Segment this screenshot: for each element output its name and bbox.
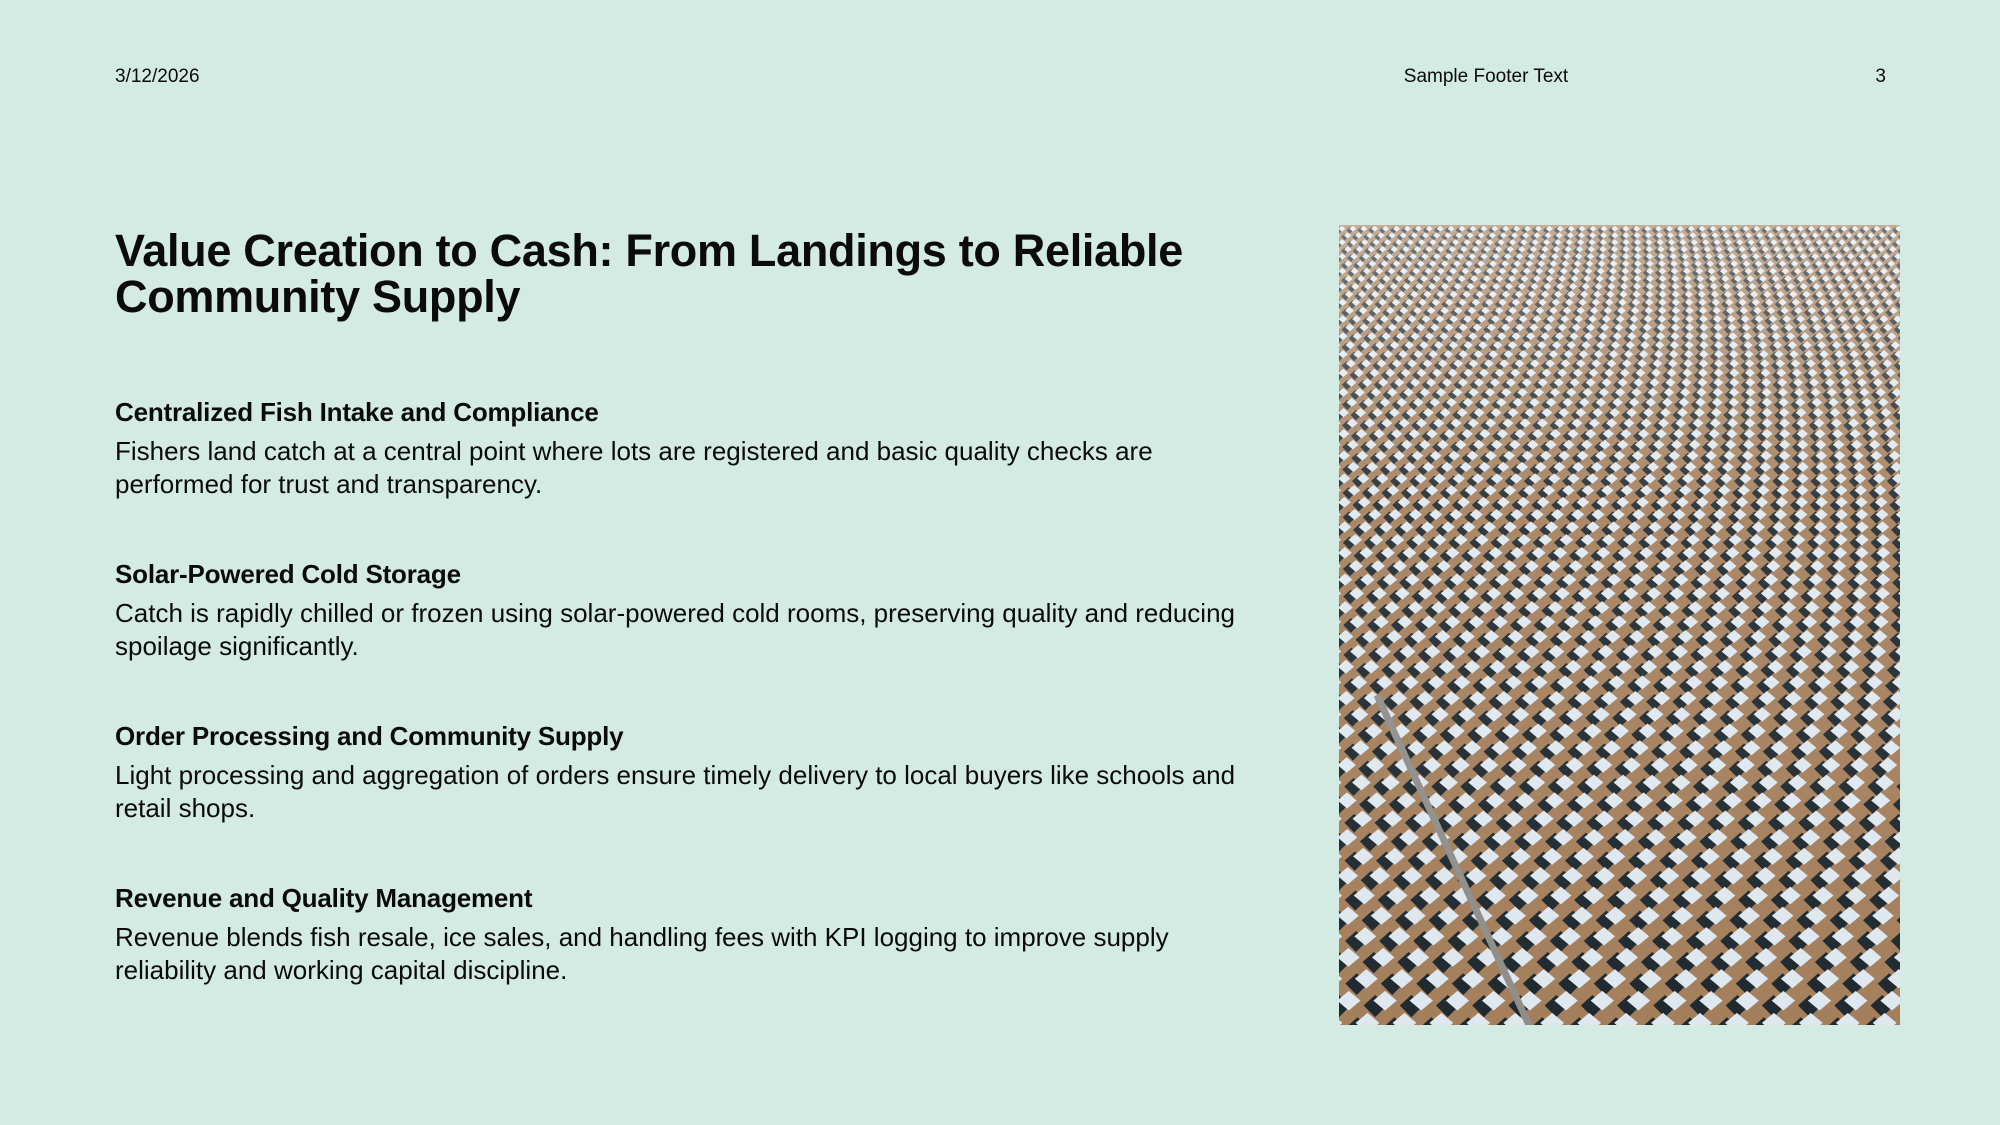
section-heading: Order Processing and Community Supply: [115, 721, 624, 751]
section-order-processing: [115, 719, 1275, 881]
solar-field-photo: [1339, 225, 1900, 1025]
section-body: Light processing and aggregation of orders ensure timely delivery to local buyers like schools and retail shops.: [115, 760, 1236, 823]
slide-date: 3/12/2026: [115, 66, 200, 87]
haze-overlay: [1339, 225, 1900, 1025]
slide-footer-text: Sample Footer Text: [1403, 66, 1569, 87]
section-revenue-quality: [115, 881, 1275, 1043]
section-heading: Centralized Fish Intake and Compliance: [115, 397, 599, 427]
section-heading: Revenue and Quality Management: [115, 883, 533, 913]
solar-mirrors-illustration: [1339, 225, 1900, 1025]
content-sections: [115, 395, 1275, 1043]
section-body: Fishers land catch at a central point where lots are registered and basic quality checks are performed for trust and transparency.: [115, 436, 1153, 499]
section-heading: Solar-Powered Cold Storage: [115, 559, 461, 589]
section-cold-storage: [115, 557, 1275, 719]
slide-title: Value Creation to Cash: From Landings to Reliable Community Supply: [115, 225, 1183, 322]
section-fish-intake: [115, 395, 1275, 557]
section-body: Catch is rapidly chilled or frozen using solar-powered cold rooms, preserving quality and reducing spoilage significantly.: [115, 598, 1236, 661]
slide-page-number: 3: [1875, 66, 1886, 87]
section-body: Revenue blends fish resale, ice sales, and handling fees with KPI logging to improve supply reliability and working capital discipline.: [115, 922, 1169, 985]
